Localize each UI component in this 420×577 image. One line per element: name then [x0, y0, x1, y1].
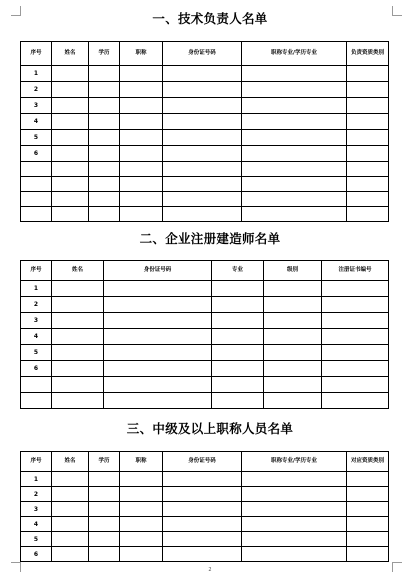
row-number: 3 — [21, 98, 52, 114]
table-row — [21, 98, 389, 114]
header-cell: 注册证书编号 — [322, 261, 389, 281]
table-row — [21, 130, 389, 146]
row-number: 2 — [21, 487, 52, 502]
header-cell: 级别 — [264, 261, 322, 281]
row-number: 5 — [21, 345, 52, 361]
header-cell: 姓名 — [52, 452, 89, 472]
table-row — [21, 361, 389, 377]
header-cell: 职称 — [120, 452, 163, 472]
table-row — [21, 329, 389, 345]
header-cell: 学历 — [89, 452, 120, 472]
header-cell: 对应资质类别 — [347, 452, 389, 472]
table-row — [21, 547, 389, 562]
row-number: 3 — [21, 313, 52, 329]
row-number: 2 — [21, 82, 52, 98]
section-title-registered-constructors: 二、企业注册建造师名单 — [139, 231, 281, 246]
row-number: 4 — [21, 114, 52, 130]
technical-leaders-table — [20, 41, 389, 222]
table-row — [21, 192, 389, 207]
table-row — [21, 177, 389, 192]
table-row — [21, 345, 389, 361]
row-number: 1 — [21, 472, 52, 487]
header-cell: 身份证号码 — [104, 261, 212, 281]
table-row — [21, 377, 389, 393]
table-row — [21, 114, 389, 130]
row-number: 2 — [21, 297, 52, 313]
table-row — [21, 297, 389, 313]
page-number: 2 — [208, 567, 212, 573]
table-row — [21, 146, 389, 162]
header-cell: 职称 — [120, 42, 163, 66]
row-number: 4 — [21, 329, 52, 345]
row-number: 1 — [21, 281, 52, 297]
header-cell: 身份证号码 — [163, 42, 242, 66]
header-cell: 专业 — [212, 261, 264, 281]
header-cell: 序号 — [21, 42, 52, 66]
row-number: 4 — [21, 517, 52, 532]
registered-constructors-table — [20, 260, 389, 409]
header-cell: 姓名 — [52, 261, 104, 281]
table-row — [21, 207, 389, 222]
row-number: 5 — [21, 130, 52, 146]
mid-level-titles-table — [20, 451, 389, 562]
table-row — [21, 472, 389, 487]
table-row — [21, 313, 389, 329]
row-number — [21, 207, 52, 222]
table-header-row — [21, 452, 389, 472]
table-row — [21, 393, 389, 409]
row-number: 6 — [21, 361, 52, 377]
row-number: 1 — [21, 66, 52, 82]
row-number: 6 — [21, 146, 52, 162]
row-number: 6 — [21, 547, 52, 562]
table-row — [21, 66, 389, 82]
table-row — [21, 532, 389, 547]
header-cell: 姓名 — [52, 42, 89, 66]
row-number — [21, 177, 52, 192]
header-cell: 序号 — [21, 261, 52, 281]
row-number — [21, 162, 52, 177]
row-number: 3 — [21, 502, 52, 517]
row-number — [21, 393, 52, 409]
row-number — [21, 192, 52, 207]
row-number: 5 — [21, 532, 52, 547]
header-cell: 序号 — [21, 452, 52, 472]
table-row — [21, 162, 389, 177]
header-cell: 负责资质类别 — [347, 42, 389, 66]
header-cell: 职称专业/学历专业 — [242, 452, 347, 472]
header-cell: 学历 — [89, 42, 120, 66]
table-row — [21, 487, 389, 502]
section-title-mid-level-titles: 三、中级及以上职称人员名单 — [126, 421, 294, 436]
header-cell: 身份证号码 — [163, 452, 242, 472]
header-cell: 职称专业/学历专业 — [242, 42, 347, 66]
table-row — [21, 502, 389, 517]
row-number — [21, 377, 52, 393]
table-header-row — [21, 261, 389, 281]
table-row — [21, 517, 389, 532]
table-header-row — [21, 42, 389, 66]
table-row — [21, 82, 389, 98]
section-title-technical-leaders: 一、技术负责人名单 — [152, 11, 268, 26]
table-row — [21, 281, 389, 297]
